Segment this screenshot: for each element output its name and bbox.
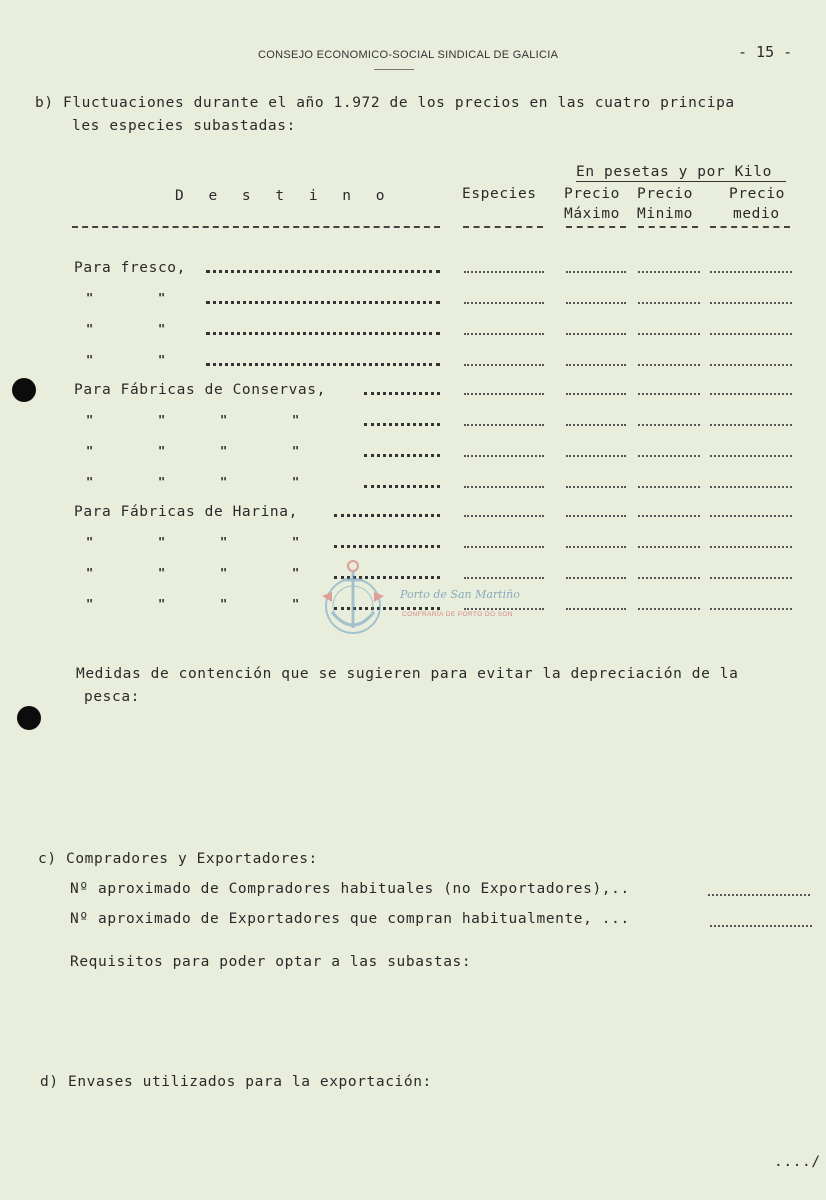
- precio-maximo-blank: [566, 333, 626, 335]
- precio-minimo-blank: [638, 486, 700, 488]
- precio-maximo-blank: [566, 364, 626, 366]
- precio-maximo-blank: [566, 515, 626, 517]
- col-precio-maximo-header-1: Precio: [564, 186, 620, 202]
- especies-blank: [464, 455, 544, 457]
- precio-minimo-blank: [638, 393, 700, 395]
- ditto-mark: ": [292, 413, 300, 427]
- destino-dot-leader: [334, 545, 440, 548]
- ditto-mark: ": [158, 291, 166, 305]
- ditto-mark: ": [158, 444, 166, 458]
- rule-minimo: [638, 226, 698, 228]
- ditto-mark: ": [158, 413, 166, 427]
- ditto-mark: ": [86, 291, 94, 305]
- ditto-mark: ": [292, 597, 300, 611]
- precio-minimo-blank: [638, 271, 700, 273]
- especies-blank: [464, 364, 544, 366]
- precio-maximo-blank: [566, 271, 626, 273]
- especies-blank: [464, 608, 544, 610]
- precio-minimo-blank: [638, 577, 700, 579]
- destino-label: Para Fábricas de Harina,: [74, 504, 298, 520]
- precio-minimo-blank: [638, 424, 700, 426]
- ditto-mark: ": [292, 475, 300, 489]
- stamp-subtitle: CONFRARÍA DE PORTO DO SON: [402, 611, 513, 618]
- ditto-mark: ": [220, 444, 228, 458]
- continuation-mark: ..../: [774, 1154, 821, 1170]
- precio-maximo-blank: [566, 455, 626, 457]
- section-c-item1: Nº aproximado de Compradores habituales (no Exportadores),..: [70, 881, 630, 897]
- ditto-mark: ": [158, 322, 166, 336]
- ditto-mark: ": [86, 353, 94, 367]
- ditto-mark: ": [86, 444, 94, 458]
- letterhead-rule: [374, 69, 414, 70]
- page-number: - 15 -: [738, 43, 793, 61]
- rule-maximo: [566, 226, 626, 228]
- ditto-mark: ": [158, 535, 166, 549]
- precio-maximo-blank: [566, 608, 626, 610]
- precio-maximo-blank: [566, 546, 626, 548]
- precio-medio-blank: [710, 486, 792, 488]
- precio-maximo-blank: [566, 486, 626, 488]
- col-precio-minimo-header-2: Minimo: [637, 206, 693, 222]
- precio-medio-blank: [710, 608, 792, 610]
- precio-medio-blank: [710, 515, 792, 517]
- especies-blank: [464, 424, 544, 426]
- precio-minimo-blank: [638, 515, 700, 517]
- col-precio-maximo-header-2: Máximo: [564, 206, 620, 222]
- ditto-mark: ": [86, 535, 94, 549]
- precio-medio-blank: [710, 333, 792, 335]
- ditto-mark: ": [158, 475, 166, 489]
- ditto-mark: ": [86, 413, 94, 427]
- ditto-mark: ": [86, 322, 94, 336]
- ditto-mark: ": [86, 597, 94, 611]
- confraria-stamp: [318, 556, 388, 650]
- destino-dot-leader: [364, 485, 440, 488]
- precio-medio-blank: [710, 577, 792, 579]
- rule-especies: [463, 226, 543, 228]
- col-precio-medio-header-1: Precio: [729, 186, 785, 202]
- col-destino-header: D e s t i n o: [175, 188, 393, 204]
- destino-label: Para Fábricas de Conservas,: [74, 382, 326, 398]
- precio-medio-blank: [710, 424, 792, 426]
- ditto-mark: ": [86, 475, 94, 489]
- precio-medio-blank: [710, 302, 792, 304]
- ditto-mark: ": [220, 535, 228, 549]
- letterhead-title: CONSEJO ECONOMICO-SOCIAL SINDICAL DE GALICIA: [258, 49, 559, 61]
- ditto-mark: ": [220, 597, 228, 611]
- precio-medio-blank: [710, 546, 792, 548]
- destino-dot-leader: [206, 301, 440, 304]
- precio-medio-blank: [710, 364, 792, 366]
- especies-blank: [464, 271, 544, 273]
- precio-maximo-blank: [566, 424, 626, 426]
- section-c-item2-fill: [710, 925, 812, 927]
- destino-dot-leader: [206, 363, 440, 366]
- ditto-mark: ": [292, 566, 300, 580]
- ditto-mark: ": [86, 566, 94, 580]
- precio-medio-blank: [710, 271, 792, 273]
- section-c-title: c) Compradores y Exportadores:: [38, 851, 318, 867]
- ditto-mark: ": [158, 353, 166, 367]
- section-c-item2: Nº aproximado de Exportadores que compran habitualmente, ...: [70, 911, 630, 927]
- destino-dot-leader: [364, 423, 440, 426]
- ditto-mark: ": [292, 444, 300, 458]
- stamp-script: Porto de San Martiño: [400, 588, 520, 601]
- destino-dot-leader: [334, 514, 440, 517]
- ditto-mark: ": [220, 566, 228, 580]
- punch-hole-upper: [12, 378, 36, 402]
- especies-blank: [464, 302, 544, 304]
- ditto-mark: ": [158, 566, 166, 580]
- unit-header: En pesetas y por Kilo: [576, 164, 786, 182]
- precio-maximo-blank: [566, 577, 626, 579]
- precio-minimo-blank: [638, 333, 700, 335]
- rule-destino: [72, 226, 440, 228]
- destino-dot-leader: [206, 332, 440, 335]
- especies-blank: [464, 515, 544, 517]
- precio-medio-blank: [710, 393, 792, 395]
- medidas-line2: pesca:: [84, 689, 140, 705]
- section-b-line1: b) Fluctuaciones durante el año 1.972 de los precios en las cuatro principa: [35, 95, 735, 111]
- section-c-item1-fill: [708, 894, 810, 896]
- precio-minimo-blank: [638, 455, 700, 457]
- destino-label: Para fresco,: [74, 260, 186, 276]
- ditto-mark: ": [158, 597, 166, 611]
- especies-blank: [464, 577, 544, 579]
- destino-dot-leader: [364, 454, 440, 457]
- ditto-mark: ": [292, 535, 300, 549]
- precio-minimo-blank: [638, 364, 700, 366]
- destino-dot-leader: [206, 270, 440, 273]
- precio-maximo-blank: [566, 393, 626, 395]
- especies-blank: [464, 393, 544, 395]
- ditto-mark: ": [220, 413, 228, 427]
- section-c-requisitos: Requisitos para poder optar a las subastas:: [70, 954, 472, 970]
- ditto-mark: ": [220, 475, 228, 489]
- precio-maximo-blank: [566, 302, 626, 304]
- col-precio-medio-header-2: medio: [733, 206, 780, 222]
- col-especies-header: Especies: [462, 186, 537, 202]
- section-d-title: d) Envases utilizados para la exportación:: [40, 1074, 432, 1090]
- precio-minimo-blank: [638, 546, 700, 548]
- punch-hole-lower: [17, 706, 41, 730]
- especies-blank: [464, 546, 544, 548]
- especies-blank: [464, 486, 544, 488]
- anchor-seal-icon: [318, 556, 388, 646]
- especies-blank: [464, 333, 544, 335]
- section-b-line2: les especies subastadas:: [72, 118, 296, 134]
- rule-medio: [710, 226, 790, 228]
- col-precio-minimo-header-1: Precio: [637, 186, 693, 202]
- destino-dot-leader: [364, 392, 440, 395]
- precio-minimo-blank: [638, 302, 700, 304]
- precio-medio-blank: [710, 455, 792, 457]
- medidas-line1: Medidas de contención que se sugieren para evitar la depreciación de la: [76, 666, 739, 682]
- precio-minimo-blank: [638, 608, 700, 610]
